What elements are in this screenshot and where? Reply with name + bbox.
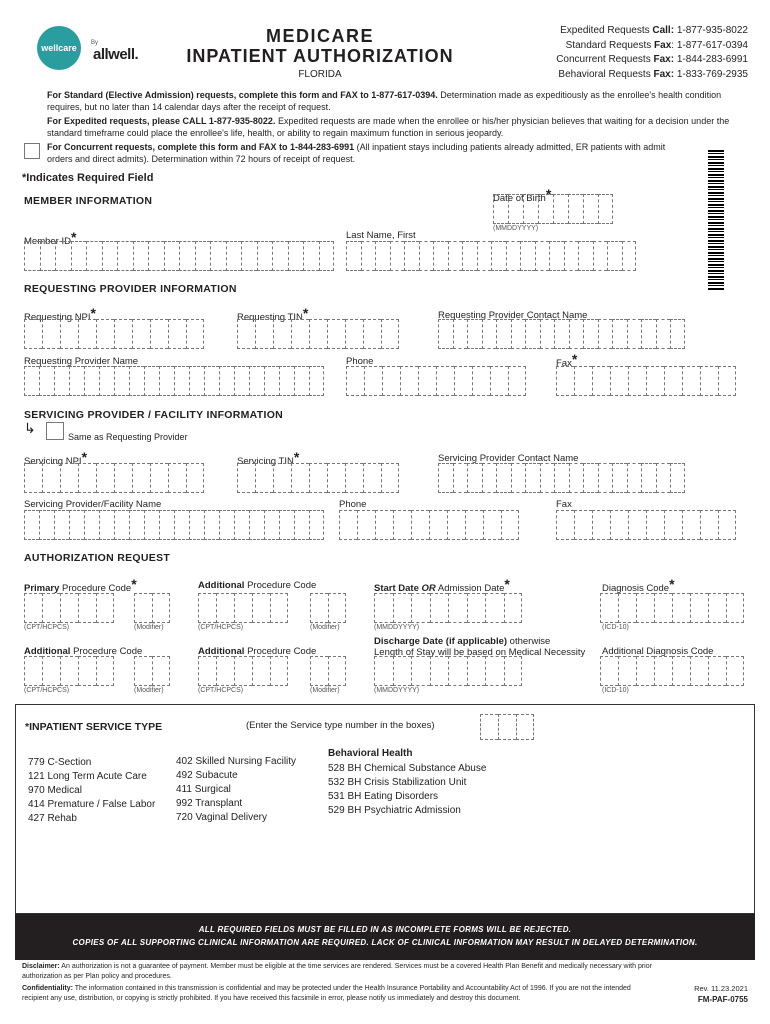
primary-cpt-hint: (CPT/HCPCS): [24, 624, 70, 631]
service-item: 492 Subacute: [176, 770, 238, 781]
dob-label: Date of Birth*: [493, 186, 552, 204]
same-as-requesting-label: Same as Requesting Provider: [68, 432, 188, 442]
servicing-npi-input[interactable]: [24, 463, 204, 493]
dob-input[interactable]: [493, 194, 613, 224]
allwell-logo: allwell.: [93, 46, 139, 63]
service-list-col1: [28, 756, 155, 826]
start-date-format: (MMDDYYYY): [374, 624, 420, 631]
service-list-col3: [328, 762, 486, 818]
requesting-npi-label: Requesting NPI*: [24, 305, 96, 323]
requesting-name-input[interactable]: [24, 366, 324, 396]
additional-diagnosis-label: Additional Diagnosis Code: [602, 646, 714, 657]
service-type-input[interactable]: [480, 714, 534, 740]
behavioral-health-title: Behavioral Health: [328, 748, 413, 759]
servicing-npi-label: Servicing NPI*: [24, 449, 88, 467]
additional-modifier-hint-3: (Modifier): [310, 687, 340, 694]
contact-concurrent: Concurrent Requests Fax: 1-844-283-6991: [556, 54, 748, 65]
additional-modifier-input-2[interactable]: [134, 656, 170, 686]
additional-modifier-input-3[interactable]: [310, 656, 346, 686]
requesting-contact-label: Requesting Provider Contact Name: [438, 310, 588, 321]
diagnosis-hint: (ICD-10): [602, 624, 629, 631]
servicing-tin-label: Servicing TIN*: [237, 449, 300, 467]
requesting-fax-label: Fax*: [556, 351, 578, 369]
member-id-label: Member ID*: [24, 229, 77, 247]
state-label: FLORIDA: [298, 69, 342, 80]
service-type-hint: (Enter the Service type number in the boxes): [246, 720, 435, 731]
service-item: 531 BH Eating Disorders: [328, 791, 439, 802]
diagnosis-label: Diagnosis Code*: [602, 576, 675, 594]
requesting-phone-label: Phone: [346, 356, 374, 367]
service-item: 532 BH Crisis Stabilization Unit: [328, 777, 467, 788]
service-item: 970 Medical: [28, 785, 82, 796]
member-id-input[interactable]: [24, 241, 334, 271]
diagnosis-input[interactable]: [600, 593, 744, 623]
primary-procedure-label: Primary Procedure Code*: [24, 576, 137, 594]
requesting-tin-input[interactable]: [237, 319, 399, 349]
service-item: 411 Surgical: [176, 784, 231, 795]
primary-modifier-input[interactable]: [134, 593, 170, 623]
servicing-contact-input[interactable]: [438, 463, 685, 493]
servicing-phone-input[interactable]: [339, 510, 519, 540]
additional-procedure-input-1[interactable]: [198, 593, 288, 623]
required-note: *Indicates Required Field: [22, 172, 154, 184]
disclaimer: Disclaimer: An authorization is not a guarantee of payment. Member must be eligible at the time services are rendered. Services must be a covered Health Plan Benefit and medically necessary with prior authorization as per Plan policy and procedures.: [22, 963, 652, 980]
additional-modifier-hint-1: (Modifier): [310, 624, 340, 631]
service-item: 427 Rehab: [28, 813, 77, 824]
form-subtitle: INPATIENT AUTHORIZATION: [186, 46, 454, 66]
servicing-name-label: Servicing Provider/Facility Name: [24, 499, 162, 510]
discharge-date-label: Discharge Date (if applicable) otherwise Length of Stay will be based on Medical Necessity: [374, 636, 586, 658]
primary-procedure-input[interactable]: [24, 593, 114, 623]
contact-behavioral: Behavioral Requests Fax: 1-833-769-2935: [558, 68, 748, 80]
requesting-contact-input[interactable]: [438, 319, 685, 349]
confidentiality: Confidentiality: The information contained in this transmission is confidential and may be protected under the Health Insurance Portability and Accountability Act of 1996. If you are not the intended recipient any use, distribution, or copying is strictly prohibited. If you have received this facsimile in error, please notify us immediately and destroy this document.: [22, 985, 631, 1002]
servicing-section-title: SERVICING PROVIDER / FACILITY INFORMATION: [24, 409, 284, 421]
contact-expedited: Expedited Requests Call: 1-877-935-8022: [560, 25, 748, 36]
banner-line-1: ALL REQUIRED FIELDS MUST BE FILLED IN AS INCOMPLETE FORMS WILL BE REJECTED.: [198, 925, 572, 934]
banner-line-2: COPIES OF ALL SUPPORTING CLINICAL INFORMATION ARE REQUIRED. LACK OF CLINICAL INFORMATION MAY RESULT IN DELAYED DETERMINATION.: [72, 938, 698, 947]
discharge-date-format: (MMDDYYYY): [374, 687, 420, 694]
additional-cpt-hint-1: (CPT/HCPCS): [198, 624, 244, 631]
same-as-requesting-checkbox[interactable]: [46, 422, 64, 440]
contact-standard: Standard Requests Fax: 1-877-617-0394: [565, 39, 748, 51]
requesting-npi-input[interactable]: [24, 319, 204, 349]
additional-procedure-label-2: Additional Procedure Code: [24, 646, 143, 657]
service-item: 414 Premature / False Labor: [28, 799, 156, 810]
arrow-icon: ↳: [24, 420, 36, 436]
additional-diagnosis-hint: (ICD-10): [602, 687, 629, 694]
primary-modifier-hint: (Modifier): [134, 624, 164, 631]
service-item: 528 BH Chemical Substance Abuse: [328, 763, 487, 774]
member-section-title: MEMBER INFORMATION: [24, 195, 153, 207]
revision-date: Rev. 11.23.2021: [694, 984, 748, 993]
start-date-label: Start Date OR Admission Date*: [374, 576, 510, 594]
service-item: 529 BH Psychiatric Admission: [328, 805, 461, 816]
wellcare-logo: wellcare: [37, 26, 81, 70]
servicing-phone-label: Phone: [339, 499, 367, 510]
requesting-phone-input[interactable]: [346, 366, 526, 396]
concurrent-instructions: For Concurrent requests, complete this form and FAX to 1-844-283-6991 (All inpatient stays including patients already admitted, ER patients with admit orders and direct admits). Determination within 72 hours of receipt of request.: [47, 142, 666, 164]
service-item: 402 Skilled Nursing Facility: [176, 756, 297, 767]
auth-section-title: AUTHORIZATION REQUEST: [24, 552, 171, 564]
servicing-fax-label: Fax: [556, 499, 572, 510]
start-date-input[interactable]: [374, 593, 522, 623]
form-title: MEDICARE: [265, 26, 374, 46]
requesting-fax-input[interactable]: [556, 366, 736, 396]
servicing-tin-input[interactable]: [237, 463, 399, 493]
additional-modifier-input-1[interactable]: [310, 593, 346, 623]
additional-modifier-hint-2: (Modifier): [134, 687, 164, 694]
additional-procedure-input-3[interactable]: [198, 656, 288, 686]
requesting-tin-label: Requesting TIN*: [237, 305, 309, 323]
contact-numbers: [556, 24, 748, 82]
additional-procedure-input-2[interactable]: [24, 656, 114, 686]
concurrent-checkbox[interactable]: [24, 143, 40, 159]
standard-instructions: For Standard (Elective Admission) requests, complete this form and FAX to 1-877-617-0394. Determination made as expeditiously as the enrollee's health condition requires, but no later than 14 calendar days after the receipt of request.: [47, 90, 722, 112]
expedited-instructions: For Expedited requests, please CALL 1-877-935-8022. Expedited requests are made when the enrollee or his/her physician believes that waiting for a decision under the standard timeframe could place the enrollee's life, health, or ability to regain maximum function in serious jeopardy.: [47, 116, 730, 138]
last-first-input[interactable]: [346, 241, 636, 271]
additional-procedure-label-3: Additional Procedure Code: [198, 646, 317, 657]
by-label: By: [91, 40, 99, 46]
servicing-name-input[interactable]: [24, 510, 324, 540]
discharge-date-input[interactable]: [374, 656, 522, 686]
requesting-name-label: Requesting Provider Name: [24, 356, 139, 367]
service-list-col2: [176, 755, 296, 825]
service-type-title: *INPATIENT SERVICE TYPE: [25, 721, 163, 733]
barcode: [708, 150, 724, 290]
additional-procedure-label-1: Additional Procedure Code: [198, 580, 317, 591]
additional-cpt-hint-2: (CPT/HCPCS): [24, 687, 70, 694]
servicing-fax-input[interactable]: [556, 510, 736, 540]
additional-cpt-hint-3: (CPT/HCPCS): [198, 687, 244, 694]
dob-format: (MMDDYYYY): [493, 225, 539, 232]
additional-diagnosis-input[interactable]: [600, 656, 744, 686]
form-code: FM-PAF-0755: [697, 995, 748, 1004]
servicing-contact-label: Servicing Provider Contact Name: [438, 453, 579, 464]
requesting-section-title: REQUESTING PROVIDER INFORMATION: [24, 283, 237, 295]
service-item: 121 Long Term Acute Care: [28, 771, 147, 782]
warning-banner: [15, 914, 755, 960]
service-item: 720 Vaginal Delivery: [176, 812, 267, 823]
last-first-label: Last Name, First: [346, 230, 416, 241]
service-item: 779 C-Section: [28, 757, 92, 768]
service-item: 992 Transplant: [176, 798, 243, 809]
